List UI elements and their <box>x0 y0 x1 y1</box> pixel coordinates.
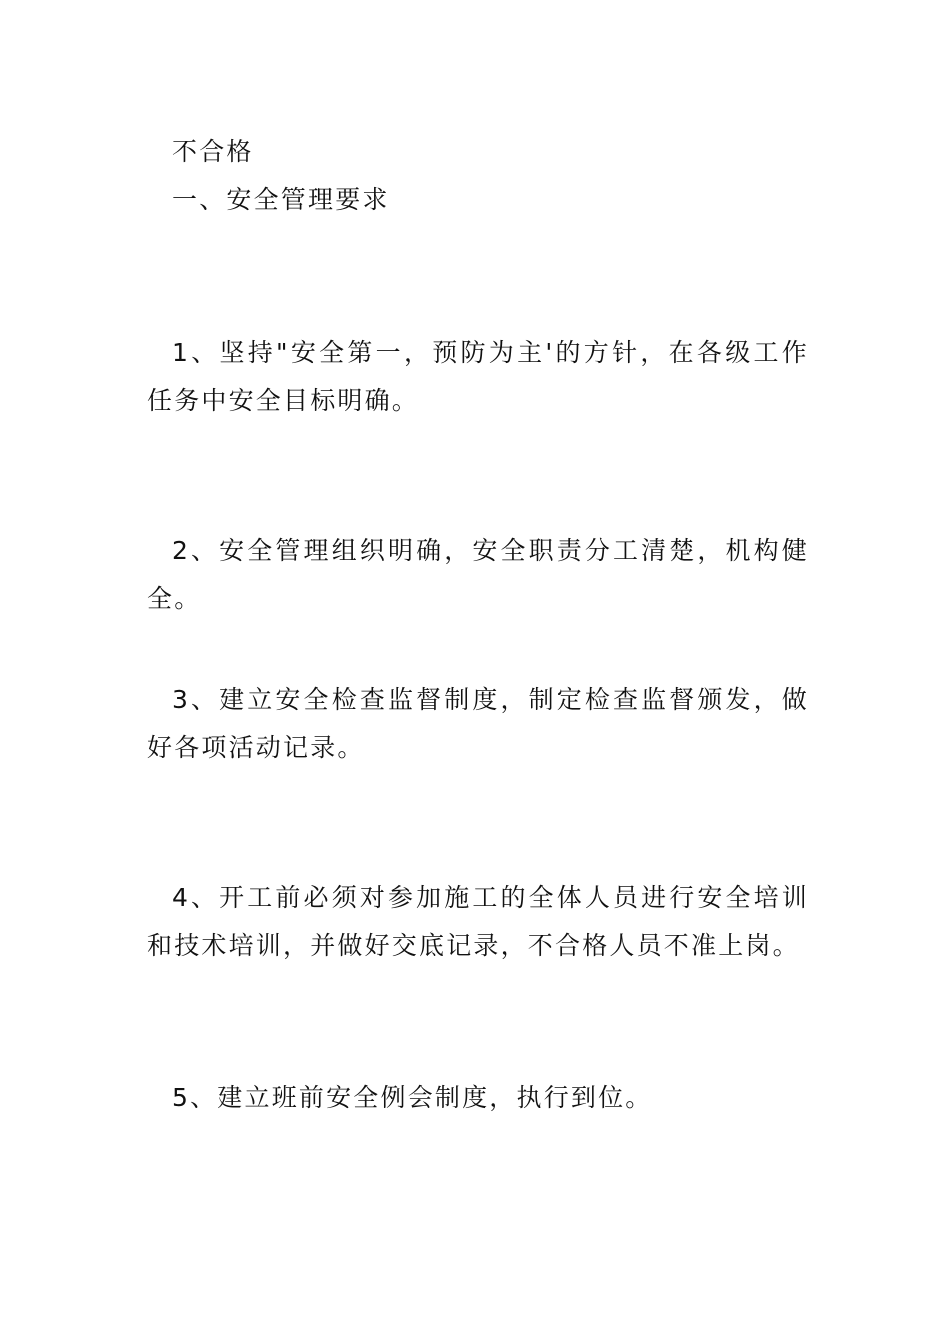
paragraph-item-4: 4、开工前必须对参加施工的全体人员进行安全培训和技术培训，并做好交底记录，不合格人员不准上岗。 <box>147 883 809 960</box>
paragraph-item-2: 2、安全管理组织明确，安全职责分工清楚，机构健全。 <box>147 536 809 613</box>
text-line-unqualified: 不合格 <box>172 137 254 166</box>
paragraph-item-5: 5、建立班前安全例会制度，执行到位。 <box>172 1083 653 1112</box>
paragraph-item-3: 3、建立安全检查监督制度，制定检查监督颁发，做好各项活动记录。 <box>147 685 809 762</box>
section-heading-safety-management: 一、安全管理要求 <box>172 185 390 214</box>
paragraph-item-1: 1、坚持"安全第一，预防为主'的方针，在各级工作任务中安全目标明确。 <box>147 338 809 415</box>
